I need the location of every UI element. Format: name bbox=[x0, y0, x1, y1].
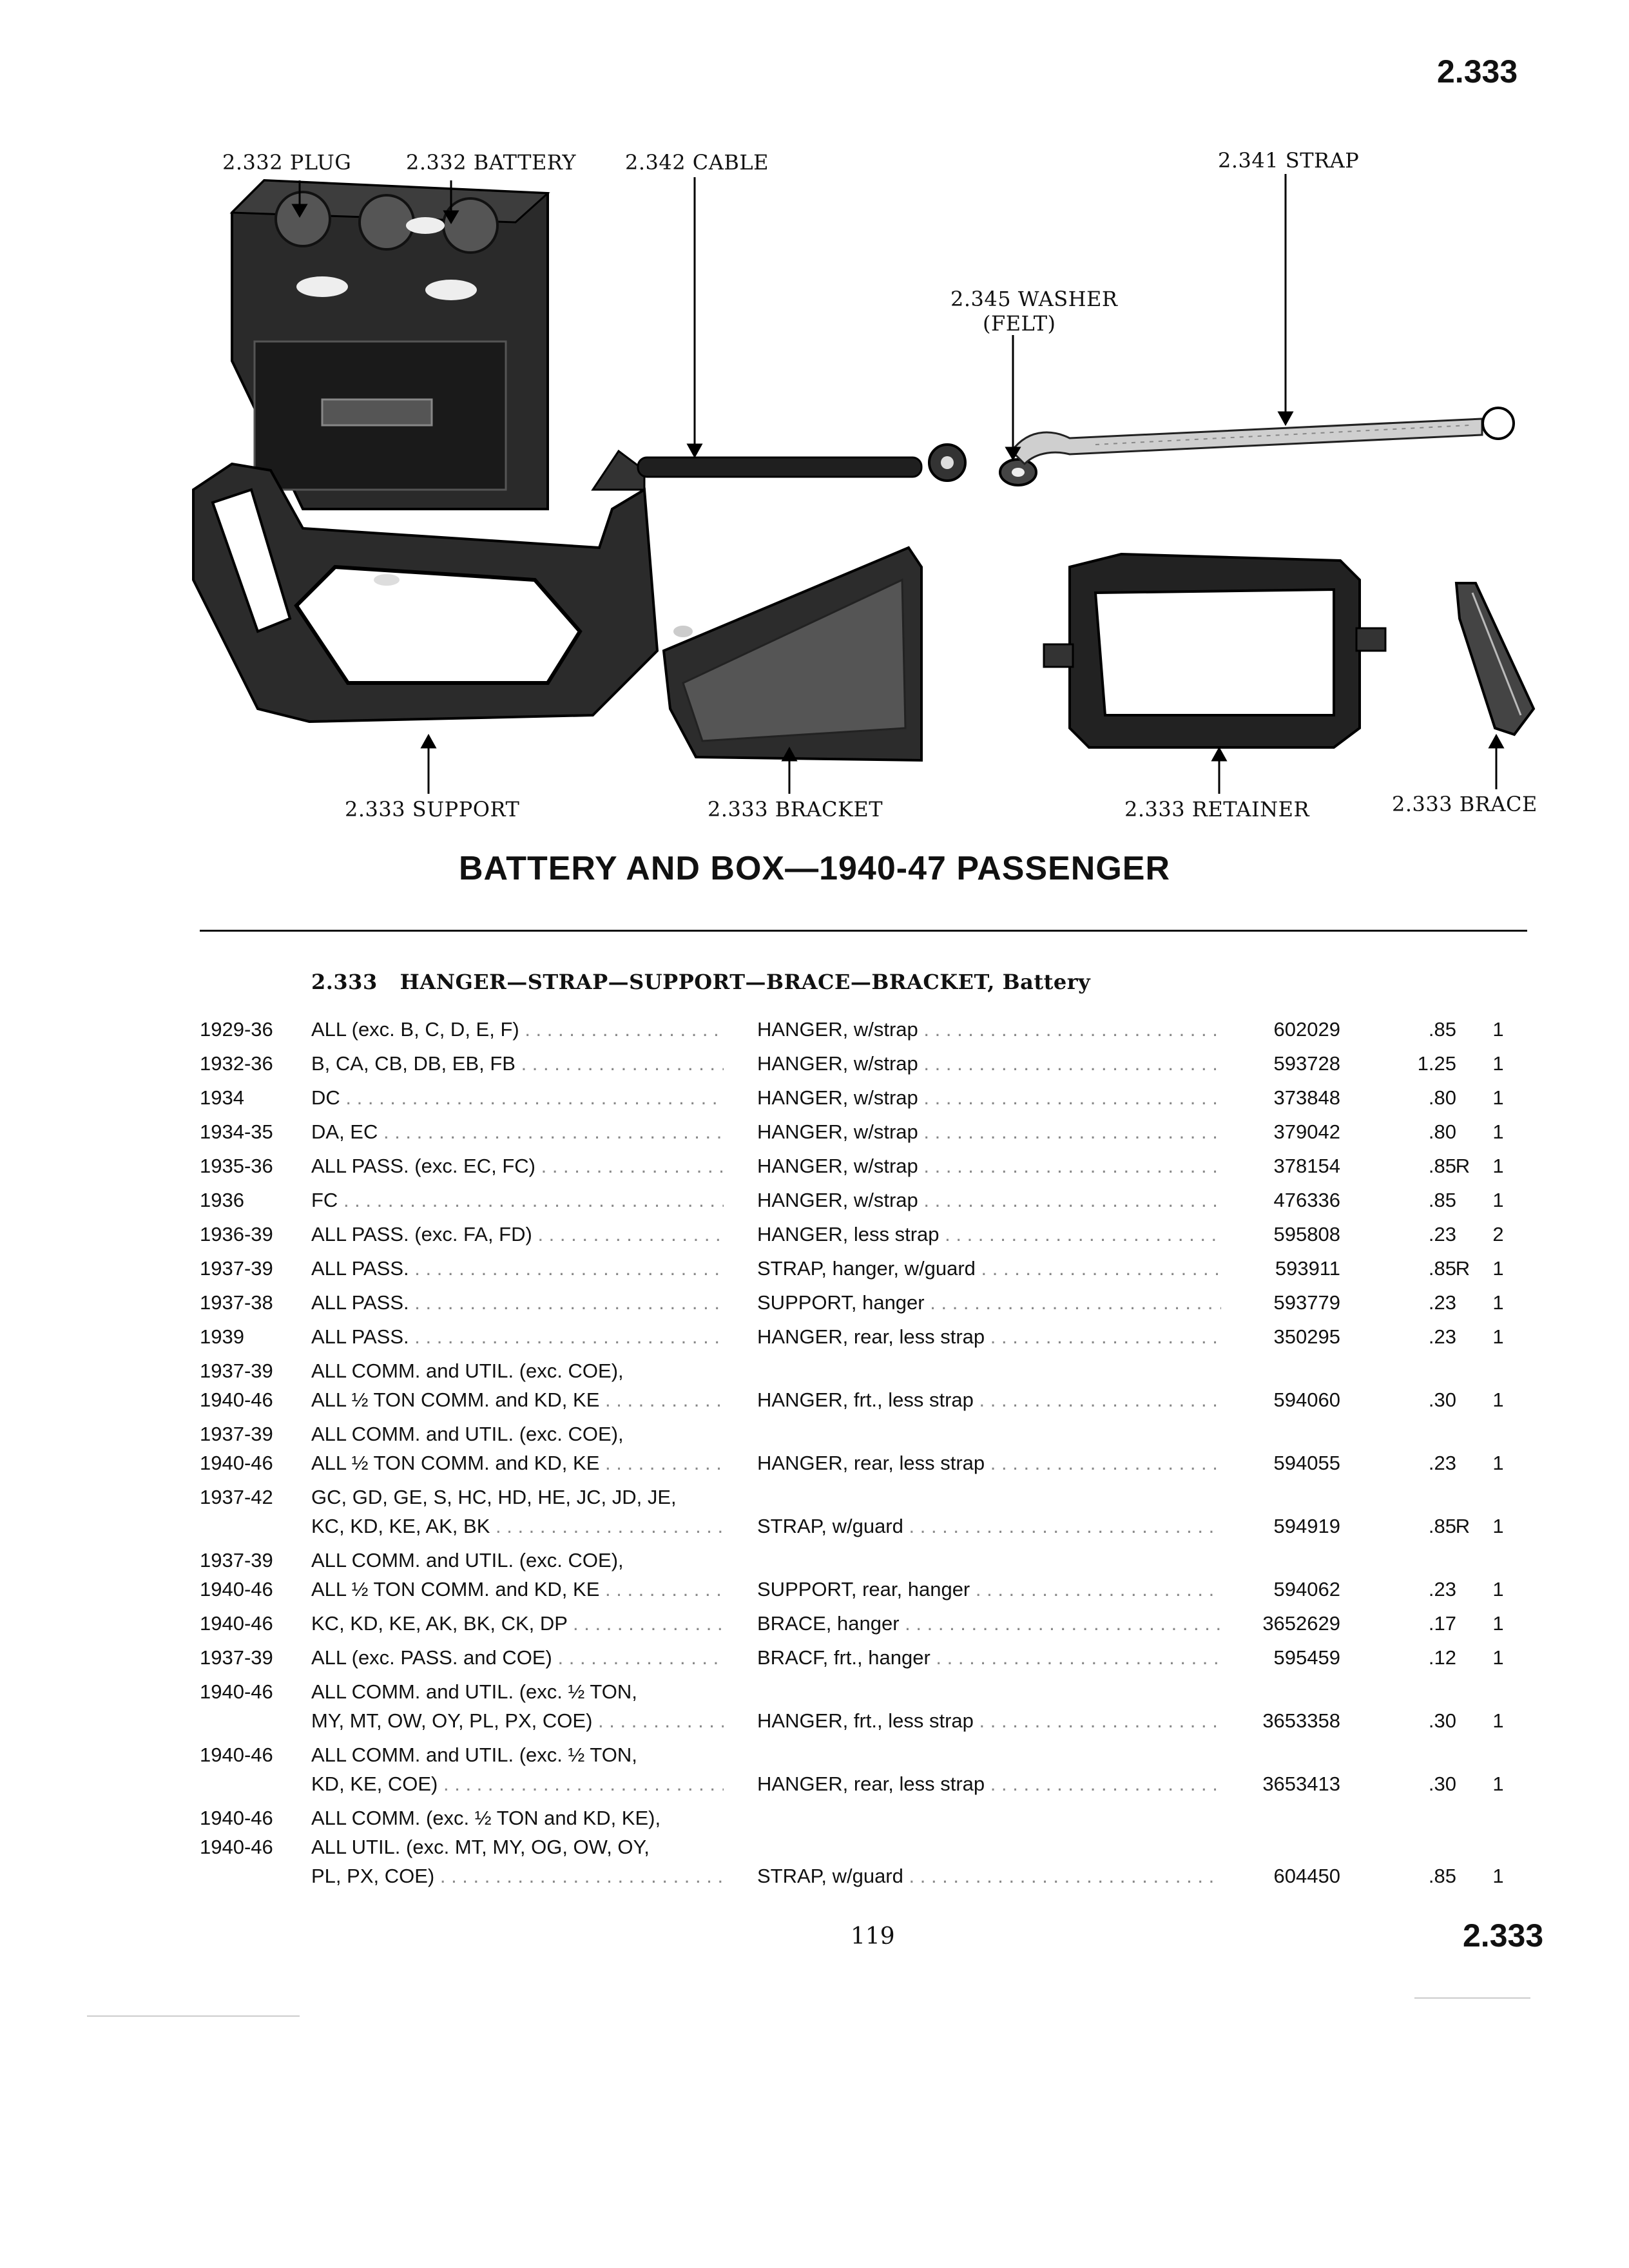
row-description: HANGER, w/strap bbox=[757, 1120, 918, 1143]
row-price: .85 bbox=[1428, 1155, 1456, 1177]
washer-illustration bbox=[1000, 459, 1036, 485]
row-year: 1934 bbox=[200, 1086, 244, 1109]
row-year: 1936-39 bbox=[200, 1223, 273, 1245]
row-part-number: 595808 bbox=[1273, 1223, 1340, 1245]
row-description: HANGER, w/strap bbox=[757, 1189, 918, 1211]
scan-artifact bbox=[1414, 1997, 1530, 1999]
row-year: 1934-35 bbox=[200, 1120, 273, 1143]
row-price: .80 bbox=[1428, 1086, 1456, 1109]
row-year: 1929-36 bbox=[200, 1018, 273, 1041]
row-description: HANGER, rear, less strap bbox=[757, 1452, 985, 1474]
row-year: 1937-38 bbox=[200, 1291, 273, 1314]
table-row bbox=[0, 1052, 1629, 1081]
page-number: 119 bbox=[851, 1923, 895, 1950]
row-year: 1932-36 bbox=[200, 1052, 273, 1075]
row-part-number: 476336 bbox=[1273, 1189, 1340, 1211]
row-quantity: 1 bbox=[1492, 1578, 1504, 1600]
row-r-code: R bbox=[1455, 1257, 1470, 1280]
row-part-number: 593779 bbox=[1273, 1291, 1340, 1314]
row-description: STRAP, w/guard bbox=[757, 1515, 903, 1537]
label-plug: 2.332 PLUG bbox=[222, 150, 352, 175]
label-bracket: 2.333 BRACKET bbox=[708, 797, 883, 822]
row-quantity: 2 bbox=[1492, 1223, 1504, 1245]
row-model: DA, EC bbox=[311, 1120, 378, 1143]
row-part-number: 594062 bbox=[1273, 1578, 1340, 1600]
row-model: DC bbox=[311, 1086, 340, 1109]
label-retainer: 2.333 RETAINER bbox=[1124, 797, 1310, 822]
table-row bbox=[0, 1189, 1629, 1218]
label-support: 2.333 SUPPORT bbox=[345, 797, 520, 822]
row-price: .85 bbox=[1428, 1865, 1456, 1887]
row-description: SUPPORT, hanger bbox=[757, 1291, 925, 1314]
row-model: ALL COMM. and UTIL. (exc. ½ TON, bbox=[311, 1744, 637, 1766]
table-row bbox=[0, 1423, 1629, 1481]
row-part-number: 593728 bbox=[1273, 1052, 1340, 1075]
table-row bbox=[0, 1086, 1629, 1115]
row-model: ALL PASS. bbox=[311, 1325, 409, 1348]
row-model: ALL PASS. bbox=[311, 1291, 409, 1314]
table-row bbox=[0, 1549, 1629, 1607]
row-price: .23 bbox=[1428, 1291, 1456, 1314]
row-model: KD, KE, COE) bbox=[311, 1773, 438, 1795]
row-price: .85 bbox=[1428, 1257, 1456, 1280]
brace-illustration bbox=[1456, 583, 1534, 735]
row-quantity: 1 bbox=[1492, 1291, 1504, 1314]
row-description: BRACF, frt., hanger bbox=[757, 1646, 930, 1669]
section-number-bottom: 2.333 bbox=[1463, 1917, 1544, 1954]
section-heading bbox=[311, 970, 1090, 994]
table-row bbox=[0, 1646, 1629, 1675]
row-year: 1940-46 bbox=[200, 1612, 273, 1635]
row-model: ALL COMM. (exc. ½ TON and KD, KE), bbox=[311, 1807, 661, 1829]
label-strap: 2.341 STRAP bbox=[1218, 148, 1360, 173]
row-model: ALL UTIL. (exc. MT, MY, OG, OW, OY, bbox=[311, 1836, 650, 1858]
row-quantity: 1 bbox=[1492, 1086, 1504, 1109]
row-description: HANGER, w/strap bbox=[757, 1052, 918, 1075]
table-row bbox=[0, 1680, 1629, 1738]
row-price: .30 bbox=[1428, 1389, 1456, 1411]
row-year: 1940-46 bbox=[200, 1744, 273, 1766]
row-year: 1937-39 bbox=[200, 1549, 273, 1571]
row-model: KC, KD, KE, AK, BK bbox=[311, 1515, 490, 1537]
parts-illustration bbox=[0, 0, 1629, 838]
row-model: ALL COMM. and UTIL. (exc. COE), bbox=[311, 1549, 624, 1571]
row-part-number: 373848 bbox=[1273, 1086, 1340, 1109]
row-model: ALL COMM. and UTIL. (exc. COE), bbox=[311, 1423, 624, 1445]
row-quantity: 1 bbox=[1492, 1865, 1504, 1887]
row-model: ALL ½ TON COMM. and KD, KE bbox=[311, 1578, 600, 1600]
row-model: PL, PX, COE) bbox=[311, 1865, 435, 1887]
row-price: .85 bbox=[1428, 1018, 1456, 1041]
label-cable: 2.342 CABLE bbox=[625, 150, 769, 175]
row-year: 1940-46 bbox=[200, 1807, 273, 1829]
row-part-number: 595459 bbox=[1273, 1646, 1340, 1669]
row-description: HANGER, frt., less strap bbox=[757, 1389, 974, 1411]
row-year: 1936 bbox=[200, 1189, 244, 1211]
row-description: BRACE, hanger bbox=[757, 1612, 900, 1635]
row-model: ALL (exc. B, C, D, E, F) bbox=[311, 1018, 519, 1041]
row-description: HANGER, rear, less strap bbox=[757, 1325, 985, 1348]
row-quantity: 1 bbox=[1492, 1452, 1504, 1474]
row-quantity: 1 bbox=[1492, 1325, 1504, 1348]
row-model: ALL PASS. (exc. FA, FD) bbox=[311, 1223, 532, 1245]
row-year: 1940-46 bbox=[200, 1452, 273, 1474]
row-year: 1937-39 bbox=[200, 1646, 273, 1669]
row-quantity: 1 bbox=[1492, 1120, 1504, 1143]
table-row bbox=[0, 1018, 1629, 1047]
row-price: .30 bbox=[1428, 1773, 1456, 1795]
row-price: .80 bbox=[1428, 1120, 1456, 1143]
row-description: HANGER, w/strap bbox=[757, 1086, 918, 1109]
row-year: 1939 bbox=[200, 1325, 244, 1348]
row-quantity: 1 bbox=[1492, 1646, 1504, 1669]
row-description: STRAP, hanger, w/guard bbox=[757, 1257, 976, 1280]
label-battery: 2.332 BATTERY bbox=[406, 150, 577, 175]
row-price: .85 bbox=[1428, 1189, 1456, 1211]
row-price: .23 bbox=[1428, 1325, 1456, 1348]
table-row bbox=[0, 1744, 1629, 1802]
row-price: 1.25 bbox=[1417, 1052, 1456, 1075]
section-number-top: 2.333 bbox=[1437, 53, 1518, 90]
table-row bbox=[0, 1120, 1629, 1149]
row-model: MY, MT, OW, OY, PL, PX, COE) bbox=[311, 1709, 593, 1732]
row-model: ALL PASS. (exc. EC, FC) bbox=[311, 1155, 535, 1177]
row-description: STRAP, w/guard bbox=[757, 1865, 903, 1887]
label-washer-felt: (FELT) bbox=[983, 311, 1056, 336]
retainer-illustration bbox=[1044, 554, 1385, 747]
scan-artifact bbox=[87, 2015, 300, 2017]
row-part-number: 593911 bbox=[1275, 1257, 1340, 1280]
row-model: ALL COMM. and UTIL. (exc. ½ TON, bbox=[311, 1680, 637, 1703]
row-quantity: 1 bbox=[1492, 1515, 1504, 1537]
row-year: 1937-39 bbox=[200, 1360, 273, 1382]
table-row bbox=[0, 1325, 1629, 1354]
table-row bbox=[0, 1486, 1629, 1544]
row-r-code: R bbox=[1455, 1155, 1470, 1177]
row-part-number: 604450 bbox=[1273, 1865, 1340, 1887]
row-price: .23 bbox=[1428, 1223, 1456, 1245]
row-year: 1940-46 bbox=[200, 1836, 273, 1858]
row-price: .23 bbox=[1428, 1452, 1456, 1474]
row-quantity: 1 bbox=[1492, 1018, 1504, 1041]
row-model: ALL PASS. bbox=[311, 1257, 409, 1280]
row-description: HANGER, frt., less strap bbox=[757, 1709, 974, 1732]
row-quantity: 1 bbox=[1492, 1189, 1504, 1211]
row-description: HANGER, w/strap bbox=[757, 1155, 918, 1177]
row-description: HANGER, rear, less strap bbox=[757, 1773, 985, 1795]
row-model: ALL ½ TON COMM. and KD, KE bbox=[311, 1389, 600, 1411]
row-year: 1937-39 bbox=[200, 1257, 273, 1280]
label-brace: 2.333 BRACE bbox=[1392, 792, 1537, 816]
row-part-number: 594919 bbox=[1273, 1515, 1340, 1537]
section-heading-number: 2.333 bbox=[311, 970, 378, 994]
row-year: 1937-39 bbox=[200, 1423, 273, 1445]
row-part-number: 3653413 bbox=[1262, 1773, 1340, 1795]
row-model: ALL (exc. PASS. and COE) bbox=[311, 1646, 552, 1669]
row-part-number: 3652629 bbox=[1262, 1612, 1340, 1635]
bracket-illustration bbox=[664, 548, 921, 760]
row-quantity: 1 bbox=[1492, 1155, 1504, 1177]
row-year: 1937-42 bbox=[200, 1486, 273, 1508]
section-heading-title: HANGER—STRAP—SUPPORT—BRACE—BRACKET, bbox=[400, 970, 995, 994]
table-row bbox=[0, 1612, 1629, 1641]
table-row bbox=[0, 1807, 1629, 1894]
row-price: .23 bbox=[1428, 1578, 1456, 1600]
row-quantity: 1 bbox=[1492, 1612, 1504, 1635]
row-part-number: 350295 bbox=[1273, 1325, 1340, 1348]
row-quantity: 1 bbox=[1492, 1257, 1504, 1280]
row-description: SUPPORT, rear, hanger bbox=[757, 1578, 970, 1600]
row-quantity: 1 bbox=[1492, 1773, 1504, 1795]
row-description: HANGER, w/strap bbox=[757, 1018, 918, 1041]
row-price: .85 bbox=[1428, 1515, 1456, 1537]
row-quantity: 1 bbox=[1492, 1709, 1504, 1732]
section-heading-subtitle: Battery bbox=[1002, 970, 1091, 994]
row-model: GC, GD, GE, S, HC, HD, HE, JC, JD, JE, bbox=[311, 1486, 677, 1508]
row-model: B, CA, CB, DB, EB, FB bbox=[311, 1052, 516, 1075]
row-quantity: 1 bbox=[1492, 1052, 1504, 1075]
label-washer: 2.345 WASHER bbox=[950, 287, 1118, 311]
cable-illustration bbox=[593, 445, 965, 490]
row-price: .12 bbox=[1428, 1646, 1456, 1669]
table-row bbox=[0, 1291, 1629, 1320]
divider-rule bbox=[200, 930, 1527, 932]
row-price: .30 bbox=[1428, 1709, 1456, 1732]
row-description: HANGER, less strap bbox=[757, 1223, 940, 1245]
row-part-number: 378154 bbox=[1273, 1155, 1340, 1177]
row-year: 1940-46 bbox=[200, 1680, 273, 1703]
row-quantity: 1 bbox=[1492, 1389, 1504, 1411]
row-price: .17 bbox=[1428, 1612, 1456, 1635]
row-part-number: 594060 bbox=[1273, 1389, 1340, 1411]
battery-illustration bbox=[232, 180, 548, 509]
row-year: 1935-36 bbox=[200, 1155, 273, 1177]
row-part-number: 594055 bbox=[1273, 1452, 1340, 1474]
row-part-number: 602029 bbox=[1273, 1018, 1340, 1041]
row-model: KC, KD, KE, AK, BK, CK, DP bbox=[311, 1612, 568, 1635]
row-model: FC bbox=[311, 1189, 338, 1211]
row-part-number: 3653358 bbox=[1262, 1709, 1340, 1732]
table-row bbox=[0, 1155, 1629, 1184]
table-row bbox=[0, 1360, 1629, 1418]
figure-title: BATTERY AND BOX—1940-47 PASSENGER bbox=[458, 850, 1171, 887]
row-r-code: R bbox=[1455, 1515, 1470, 1537]
row-year: 1940-46 bbox=[200, 1578, 273, 1600]
table-row bbox=[0, 1257, 1629, 1286]
strap-illustration bbox=[1012, 408, 1514, 464]
row-model: ALL ½ TON COMM. and KD, KE bbox=[311, 1452, 600, 1474]
row-part-number: 379042 bbox=[1273, 1120, 1340, 1143]
row-year: 1940-46 bbox=[200, 1389, 273, 1411]
row-model: ALL COMM. and UTIL. (exc. COE), bbox=[311, 1360, 624, 1382]
table-row bbox=[0, 1223, 1629, 1252]
